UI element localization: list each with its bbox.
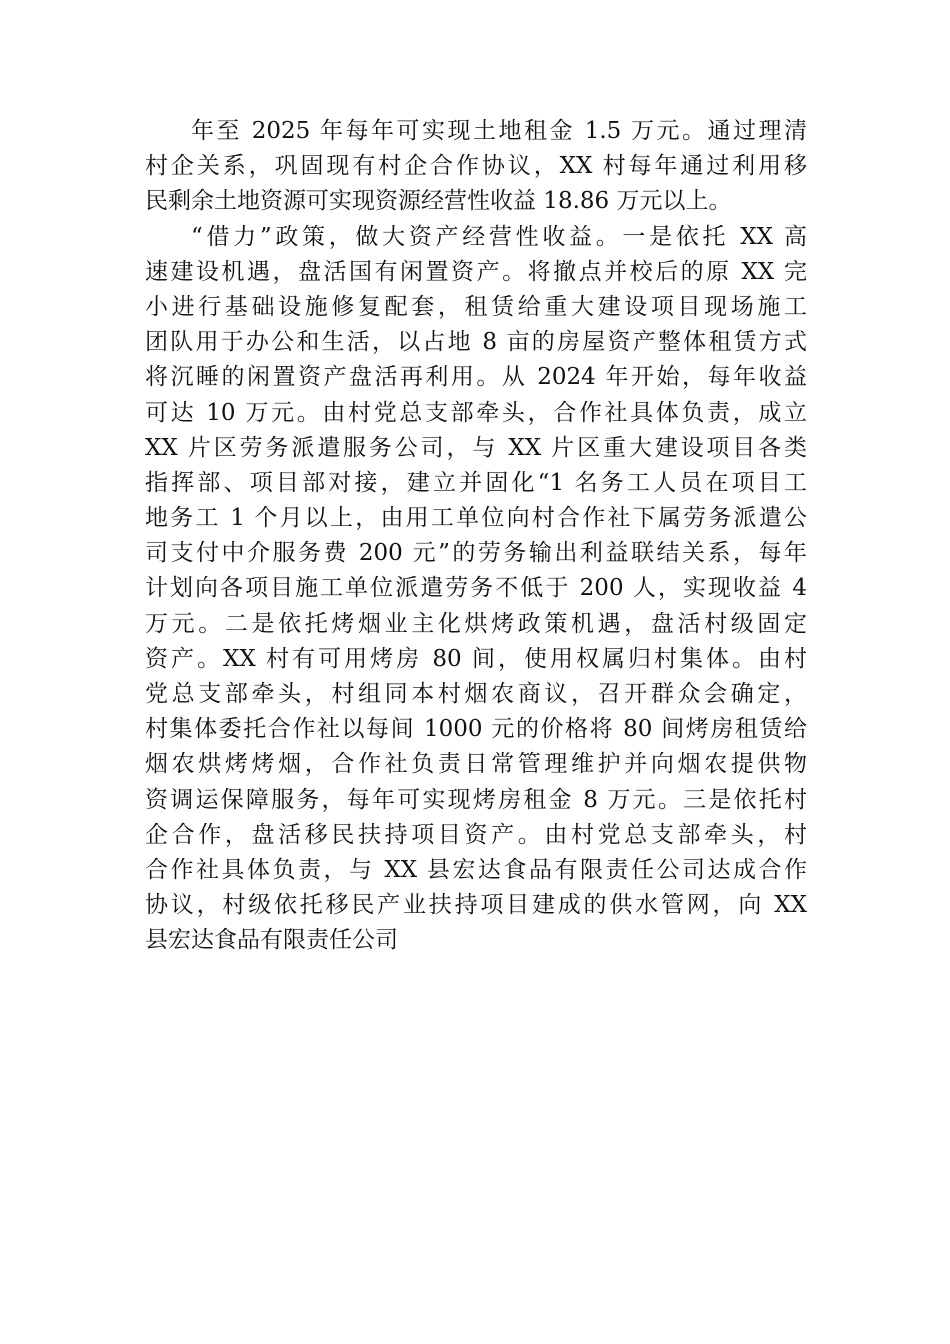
text-line-12: 地务工 1 个月以上，由用工单位向村合作社下属劳务派遣公 — [145, 505, 807, 532]
text-line-4: “借力”政策，做大资产经营性收益。一是依托 XX 高 — [191, 223, 807, 250]
text-line-17: 党总支部牵头，村组同本村烟农商议，召开群众会确定， — [145, 681, 807, 707]
text-line-20: 资调运保障服务，每年可实现烤房租金 8 万元。三是依托村 — [145, 786, 807, 813]
text-line-10: XX 片区劳务派遣服务公司，与 XX 片区重大建设项目各类 — [145, 434, 807, 461]
text-line-8: 将沉睡的闲置资产盘活再利用。从 2024 年开始，每年收益 — [145, 364, 807, 391]
body-text — [145, 114, 807, 959]
text-line-24: 县宏达食品有限责任公司 — [145, 927, 398, 954]
text-line-22: 合作社具体负责，与 XX 县宏达食品有限责任公司达成合作 — [145, 856, 807, 883]
text-line-5: 速建设机遇，盘活国有闲置资产。将撤点并校后的原 XX 完 — [145, 258, 807, 285]
text-line-7: 团队用于办公和生活，以占地 8 亩的房屋资产整体租赁方式 — [145, 329, 807, 356]
text-line-23: 协议，村级依托移民产业扶持项目建成的供水管网，向 XX — [145, 892, 807, 919]
text-line-9: 可达 10 万元。由村党总支部牵头，合作社具体负责，成立 — [145, 399, 807, 426]
text-line-18: 村集体委托合作社以每间 1000 元的价格将 80 间烤房租赁给 — [145, 716, 807, 743]
text-line-13: 司支付中介服务费 200 元”的劳务输出利益联结关系，每年 — [145, 540, 807, 567]
text-line-16: 资产。XX 村有可用烤房 80 间，使用权属归村集体。由村 — [145, 645, 807, 672]
text-line-11: 指挥部、项目部对接，建立并固化“1 名务工人员在项目工 — [145, 469, 807, 496]
text-line-6: 小进行基础设施修复配套，租赁给重大建设项目现场施工 — [145, 293, 807, 320]
text-line-21: 企合作，盘活移民扶持项目资产。由村党总支部牵头，村 — [145, 821, 807, 848]
text-line-1: 年至 2025 年每年可实现土地租金 1.5 万元。通过理清 — [191, 118, 807, 144]
text-line-15: 万元。二是依托烤烟业主化烘烤政策机遇，盘活村级固定 — [145, 610, 807, 637]
text-line-19: 烟农烘烤烤烟，合作社负责日常管理维护并向烟农提供物 — [145, 751, 807, 778]
text-line-3: 民剩余土地资源可实现资源经营性收益 18.86 万元以上。 — [145, 188, 732, 215]
text-line-14: 计划向各项目施工单位派遣劳务不低于 200 人，实现收益 4 — [145, 575, 807, 602]
text-line-2: 村企关系，巩固现有村企合作协议，XX 村每年通过利用移 — [145, 153, 807, 180]
